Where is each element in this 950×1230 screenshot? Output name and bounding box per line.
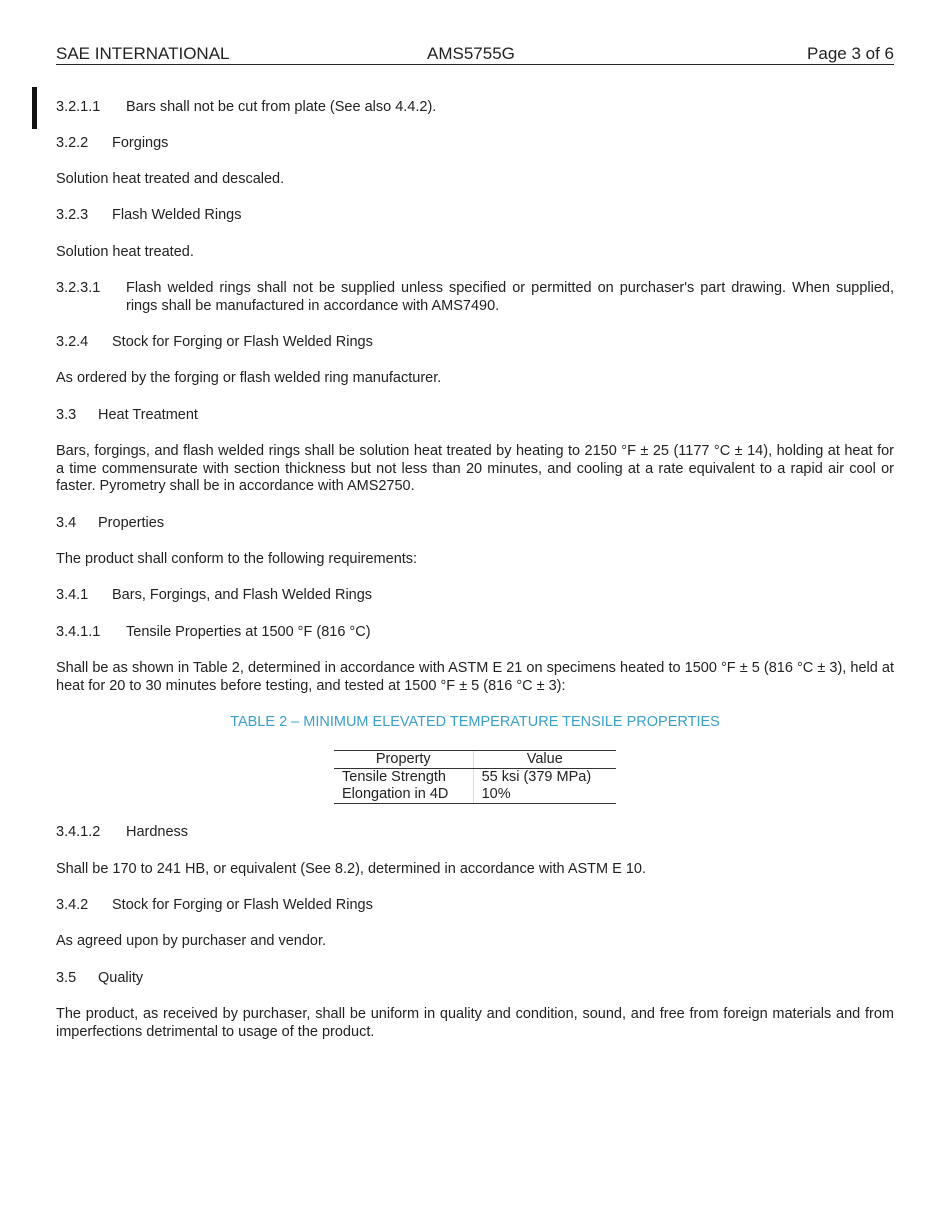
paragraph-3-4-1-1-body: Shall be as shown in Table 2, determined in accordance with ASTM E 21 on specimens heated to 1500 °F ± 5 (816 °C ± 3), held at heat for 20 to 30 minutes before testing, and tested at 1500 °F ± 5 (816 °C ± 3): bbox=[56, 660, 894, 694]
section-number: 3.3 bbox=[56, 407, 77, 423]
paragraph-3-4-body: The product shall conform to the following requirements: bbox=[56, 551, 418, 567]
section-title: Tensile Properties at 1500 °F (816 °C) bbox=[126, 624, 371, 640]
cell-value: 55 ksi (379 MPa) bbox=[473, 769, 616, 787]
table-row bbox=[334, 769, 616, 787]
heading-3-4-2 bbox=[56, 897, 894, 915]
section-number: 3.4 bbox=[56, 515, 77, 531]
paragraph-3-2-1-1 bbox=[56, 99, 894, 117]
section-number: 3.2.3.1 bbox=[56, 280, 101, 296]
paragraph-3-4-2-body: As agreed upon by purchaser and vendor. bbox=[56, 933, 327, 949]
paragraph-3-3-body: Bars, forgings, and flash welded rings shall be solution heat treated by heating to 2150 °F ± 25 (1177 °C ± 14), holding at heat for a time commensurate with section thickness but not less than 20 minutes, and cooling at a rate equivalent to a rapid air cool or faster. Pyrometry shall be in accordance with AMS2750. bbox=[56, 443, 894, 494]
paragraph-3-2-2-body: Solution heat treated and descaled. bbox=[56, 171, 285, 187]
heading-3-4-1-1 bbox=[56, 624, 894, 642]
heading-3-5 bbox=[56, 970, 894, 988]
section-title: Flash Welded Rings bbox=[112, 207, 242, 223]
section-number: 3.2.3 bbox=[56, 207, 89, 223]
paragraph-3-5-body: The product, as received by purchaser, shall be uniform in quality and condition, sound, and free from foreign materials and from imperfections detrimental to usage of the product. bbox=[56, 1006, 894, 1040]
paragraph-3-2-3-body: Solution heat treated. bbox=[56, 244, 194, 260]
section-title: Properties bbox=[98, 515, 165, 531]
heading-3-2-4 bbox=[56, 334, 894, 352]
heading-3-2-2 bbox=[56, 135, 894, 153]
cell-property: Elongation in 4D bbox=[334, 786, 473, 804]
section-number: 3.5 bbox=[56, 970, 77, 986]
section-number: 3.4.2 bbox=[56, 897, 89, 913]
header-page-number: Page 3 of 6 bbox=[807, 44, 894, 63]
table-header-row bbox=[334, 751, 616, 769]
section-number: 3.2.4 bbox=[56, 334, 89, 350]
heading-3-4 bbox=[56, 515, 894, 533]
cell-value: 10% bbox=[473, 786, 616, 804]
section-title: Heat Treatment bbox=[98, 407, 198, 423]
section-number: 3.2.2 bbox=[56, 135, 89, 151]
table-2-title: TABLE 2 – MINIMUM ELEVATED TEMPERATURE TENSILE PROPERTIES bbox=[230, 714, 720, 730]
column-header-value: Value bbox=[473, 751, 616, 769]
paragraph-3-2-3-1 bbox=[56, 280, 894, 315]
section-title: Stock for Forging or Flash Welded Rings bbox=[112, 334, 373, 350]
section-number: 3.2.1.1 bbox=[56, 99, 101, 115]
paragraph-text: Bars shall not be cut from plate (See also 4.4.2). bbox=[126, 99, 437, 115]
section-title: Bars, Forgings, and Flash Welded Rings bbox=[112, 587, 373, 603]
paragraph-3-4-1-2-body: Shall be 170 to 241 HB, or equivalent (See 8.2), determined in accordance with ASTM E 10. bbox=[56, 861, 647, 877]
tensile-properties-table bbox=[334, 750, 616, 804]
section-number: 3.4.1.2 bbox=[56, 824, 101, 840]
paragraph-text: Flash welded rings shall not be supplied unless specified or permitted on purchaser's part drawing. When supplied, rings shall be manufactured in accordance with AMS7490. bbox=[126, 280, 894, 314]
heading-3-3 bbox=[56, 407, 894, 425]
section-title: Forgings bbox=[112, 135, 169, 151]
heading-3-2-3 bbox=[56, 207, 894, 225]
section-number: 3.4.1 bbox=[56, 587, 89, 603]
section-title: Quality bbox=[98, 970, 144, 986]
table-row bbox=[334, 786, 616, 804]
column-header-property: Property bbox=[334, 751, 473, 769]
cell-property: Tensile Strength bbox=[342, 769, 446, 785]
header-organization: SAE INTERNATIONAL bbox=[56, 44, 230, 63]
section-title: Hardness bbox=[126, 824, 189, 840]
revision-bar bbox=[32, 87, 37, 129]
page-header bbox=[56, 44, 894, 65]
header-document-number: AMS5755G bbox=[427, 44, 515, 63]
heading-3-4-1-2 bbox=[56, 824, 894, 842]
section-number: 3.4.1.1 bbox=[56, 624, 101, 640]
paragraph-3-2-4-body: As ordered by the forging or flash welded ring manufacturer. bbox=[56, 370, 442, 386]
heading-3-4-1 bbox=[56, 587, 894, 605]
section-title: Stock for Forging or Flash Welded Rings bbox=[112, 897, 373, 913]
